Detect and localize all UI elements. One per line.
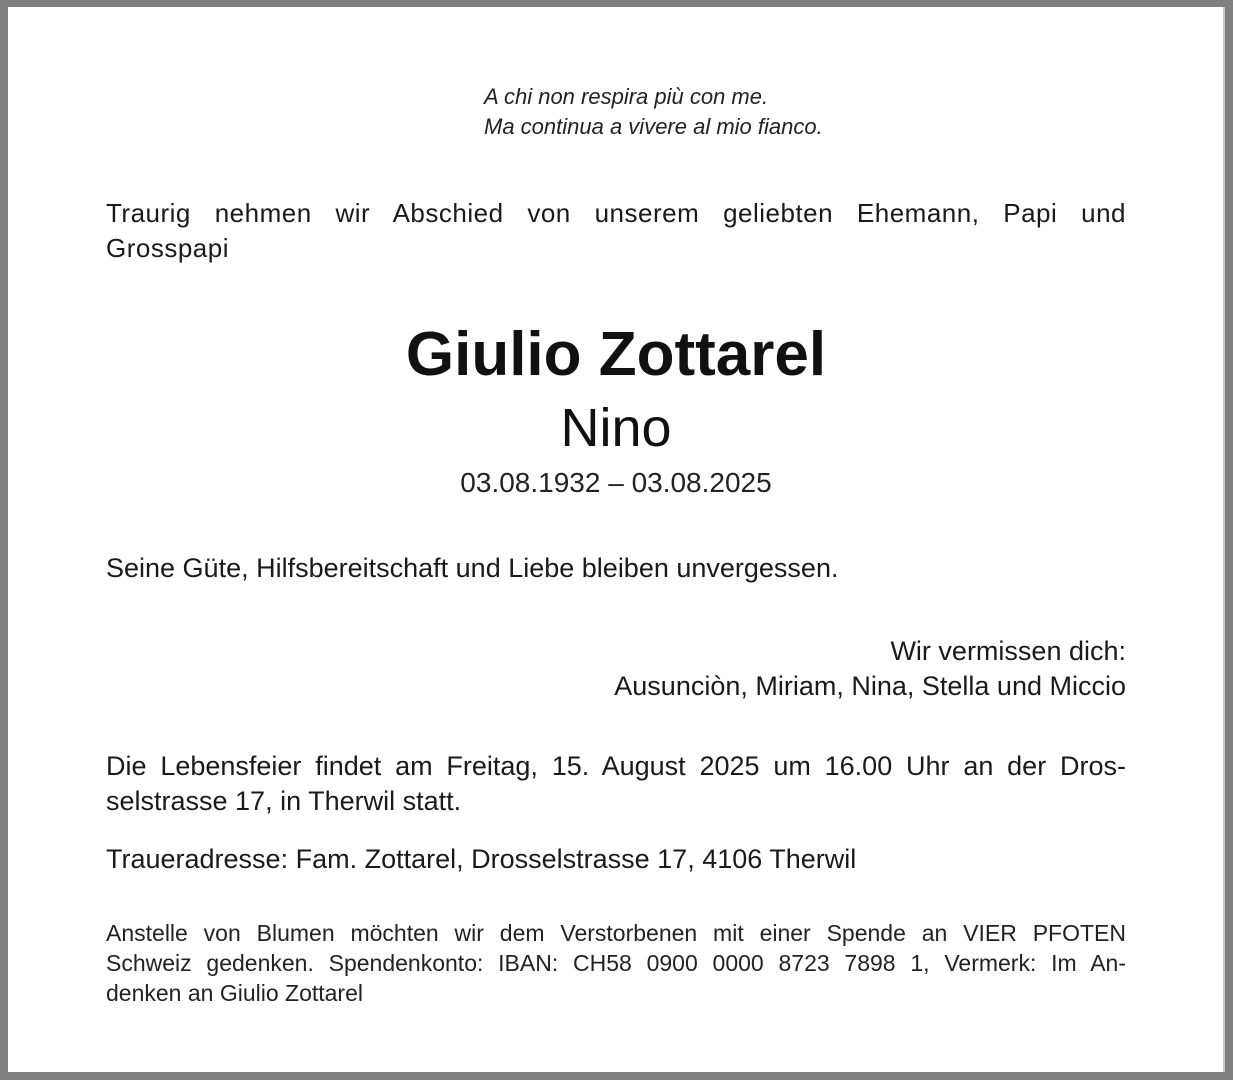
motto-quote (484, 82, 823, 142)
ceremony-info (106, 749, 1126, 819)
tribute-text: Seine Güte, Hilfsbereitschaft und Liebe bleiben unvergessen. (106, 553, 839, 583)
ceremony-line: selstrasse 17, in Therwil statt. (106, 786, 462, 816)
deceased-nickname: Nino (560, 398, 672, 458)
intro-line: Traurig nehmen wir Abschied von unserem geliebten Ehemann, Papi und (106, 198, 1126, 228)
frame-shadow (1223, 7, 1225, 1072)
donation-line: denken an Giulio Zottarel (106, 980, 363, 1006)
donation-line: Schweiz gedenken. Spendenkonto: IBAN: CH58 0900 0000 8723 7898 1, Vermerk: Im An- (106, 950, 1126, 976)
deceased-name: Giulio Zottarel (405, 320, 827, 389)
motto-line: Ma continua a vivere al mio fianco. (484, 114, 823, 139)
intro-line: Grosspapi (106, 233, 229, 263)
intro-text (106, 196, 1126, 266)
mourners-heading: Wir vermissen dich: (890, 636, 1126, 666)
mourners-names: Ausunciòn, Miriam, Nina, Stella und Miccio (614, 671, 1126, 701)
mourners-block (106, 634, 1126, 704)
motto-line: A chi non respira più con me. (484, 84, 769, 109)
donation-line: Anstelle von Blumen möchten wir dem Verstorbenen mit einer Spende an VIER PFOTEN (106, 920, 1126, 946)
life-dates: 03.08.1932 – 03.08.2025 (460, 467, 772, 498)
ceremony-line: Die Lebensfeier findet am Freitag, 15. August 2025 um 16.00 Uhr an der Dros- (106, 751, 1126, 781)
mourning-address: Traueradresse: Fam. Zottarel, Drosselstrasse 17, 4106 Therwil (106, 844, 857, 874)
donation-note (106, 918, 1126, 1008)
